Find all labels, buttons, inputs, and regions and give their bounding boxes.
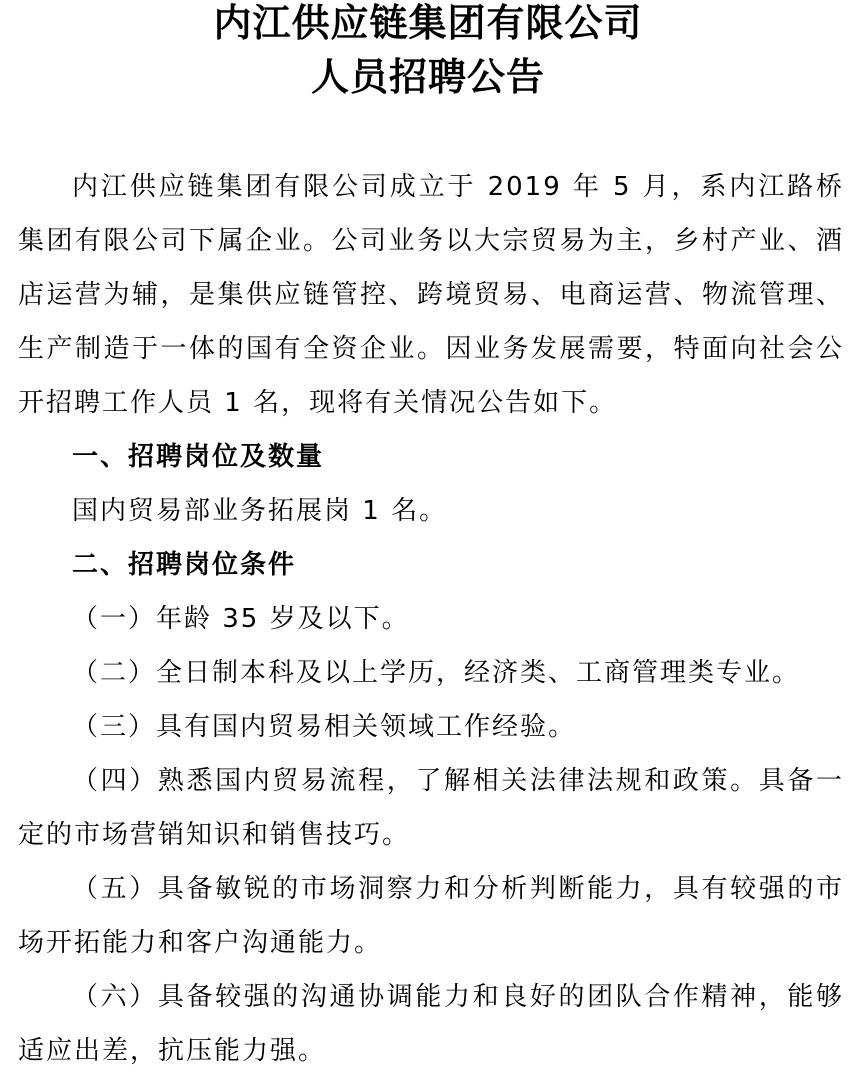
intro-paragraph: 内江供应链集团有限公司成立于 2019 年 5 月，系内江路桥集团有限公司下属企业。公司业务以大宗贸易为主，乡村产业、酒店运营为辅，是集供应链管控、跨境贸易、电商运营、物流管理、生产制造于一体的国有全资企业。因业务发展需要，特面向社会公开招聘工作人员 1 名，现将有关情况公告如下。 — [18, 172, 844, 418]
document-title-line1: 内江供应链集团有限公司 — [213, 0, 643, 45]
document-body — [18, 160, 844, 1078]
condition-item-5: （五）具备敏锐的市场洞察力和分析判断能力，具有较强的市场开拓能力和客户沟通能力。 — [18, 874, 844, 958]
condition-item-1: （一）年龄 35 岁及以下。 — [72, 604, 410, 634]
condition-item-6: （六）具备较强的沟通协调能力和良好的团队合作精神，能够适应出差，抗压能力强。 — [18, 982, 844, 1066]
section1-text: 国内贸易部业务拓展岗 1 名。 — [72, 496, 448, 526]
section1-heading: 一、招聘岗位及数量 — [72, 442, 325, 472]
document-title-line2: 人员招聘公告 — [310, 54, 545, 99]
condition-item-2: （二）全日制本科及以上学历，经济类、工商管理类专业。 — [72, 658, 801, 688]
section2-heading: 二、招聘岗位条件 — [72, 550, 297, 580]
condition-item-3: （三）具有国内贸易相关领域工作经验。 — [72, 712, 577, 742]
condition-item-4: （四）熟悉国内贸易流程，了解相关法律法规和政策。具备一定的市场营销知识和销售技巧。 — [18, 766, 844, 850]
